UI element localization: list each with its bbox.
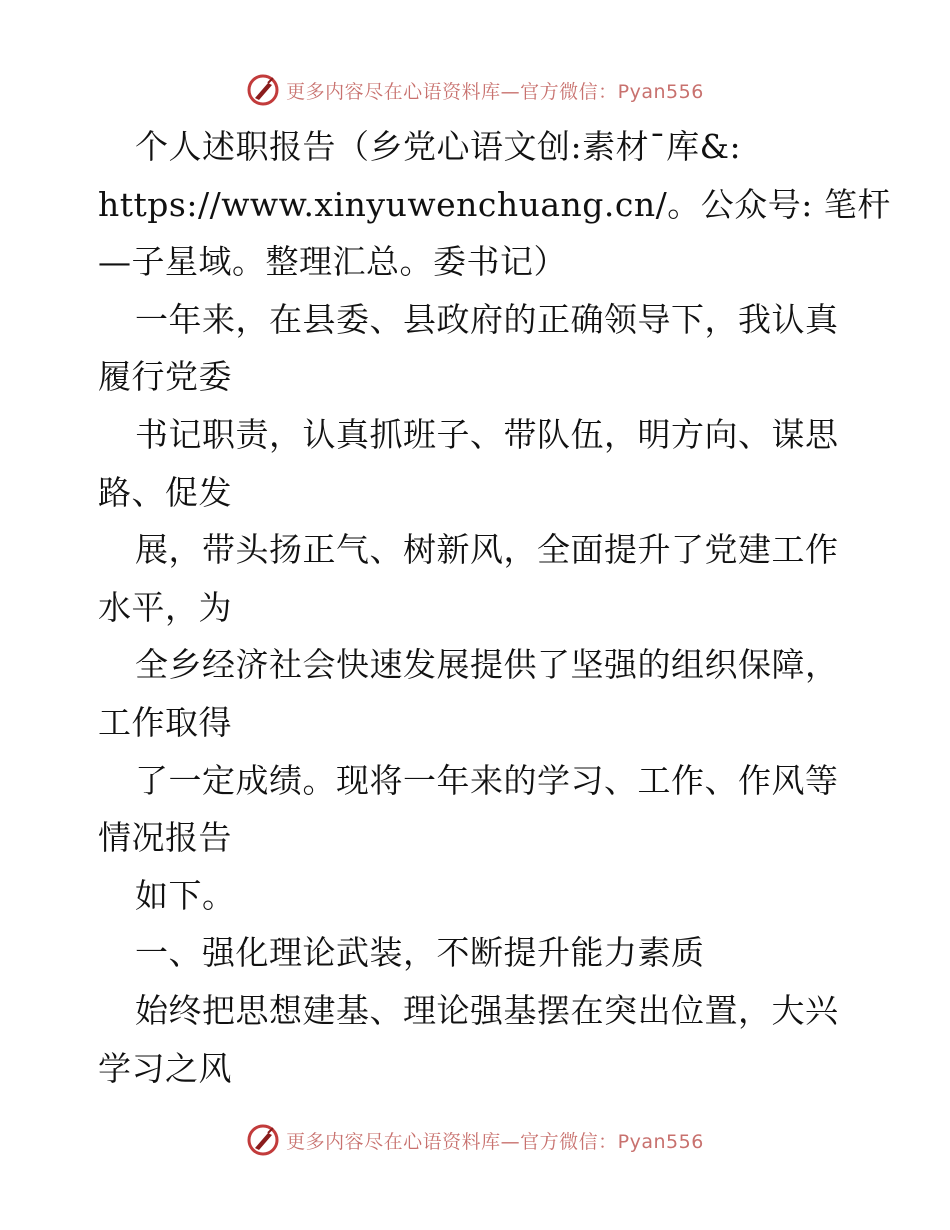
text-line: 学习之风 [98, 1048, 232, 1088]
text-line: 了一定成绩。现将一年来的学习、工作、作风等 [135, 760, 839, 800]
quill-circle-icon [246, 73, 280, 107]
section-heading: 一、强化理论武装，不断提升能力素质 [135, 933, 705, 973]
text-line: 书记职责，认真抓班子、带队伍，明方向、谋思 [135, 414, 839, 454]
text-line: 水平，为 [98, 587, 232, 627]
footer-banner-text: 更多内容尽在心语资料库—官方微信：Pyan556 [286, 1130, 704, 1153]
header-watermark-banner [0, 70, 950, 110]
document-body [98, 118, 891, 1097]
text-line: 情况报告 [98, 818, 232, 858]
text-line: https://www.xinyuwenchuang.cn/。公众号: 笔杆 [98, 184, 891, 224]
text-line: 路、促发 [98, 472, 232, 512]
text-line: 个人述职报告（乡党心语文创:素材¯库&: [135, 127, 742, 166]
text-line: 展，带头扬正气、树新风，全面提升了党建工作 [135, 530, 839, 570]
text-line: —子星域。整理汇总。委书记） [98, 242, 567, 282]
quill-circle-icon [246, 1123, 280, 1157]
text-line: 履行党委 [98, 357, 232, 397]
text-line: 一年来，在县委、县政府的正确领导下，我认真 [135, 299, 839, 339]
text-line: 如下。 [135, 875, 236, 915]
text-line: 工作取得 [98, 702, 232, 742]
footer-watermark-banner [0, 1120, 950, 1160]
text-line: 始终把思想建基、理论强基摆在突出位置，大兴 [135, 990, 839, 1030]
header-banner-text: 更多内容尽在心语资料库—官方微信：Pyan556 [286, 80, 704, 103]
text-line: 全乡经济社会快速发展提供了坚强的组织保障， [135, 645, 839, 685]
